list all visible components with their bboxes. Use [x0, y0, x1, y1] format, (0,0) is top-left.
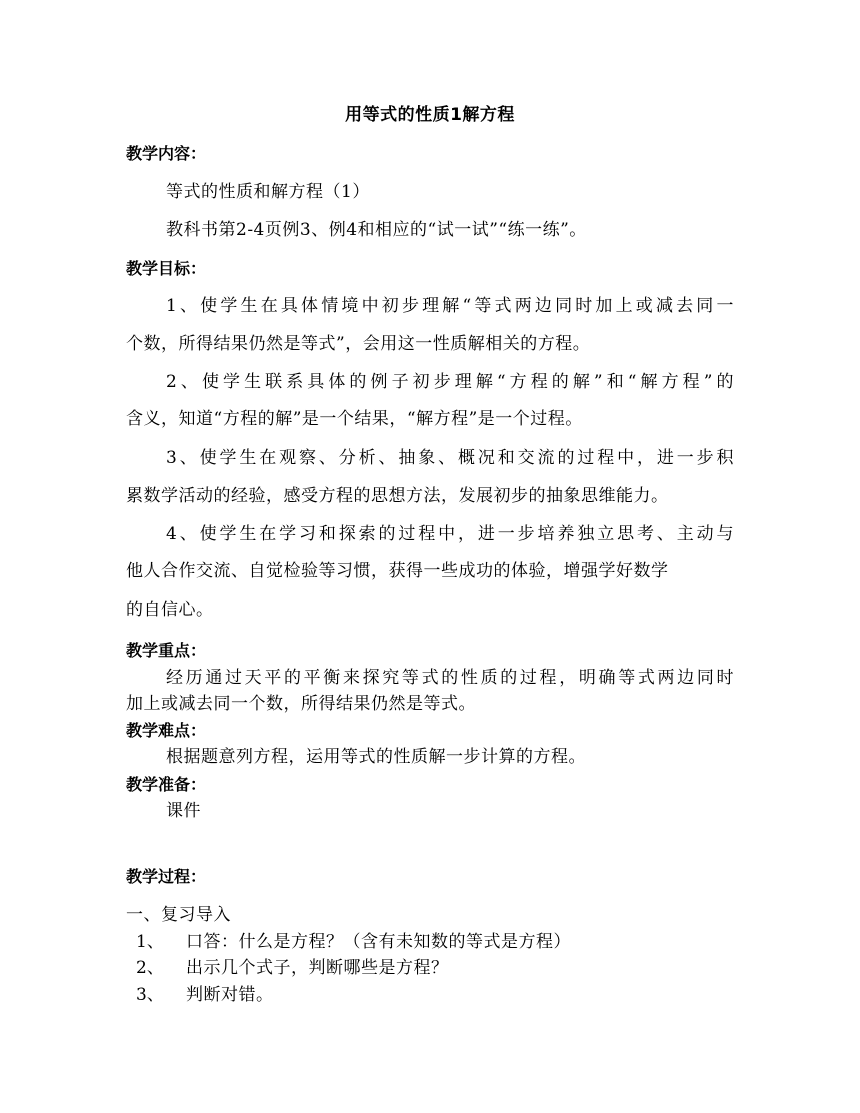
process-subheading: 一、复习导入 [126, 905, 231, 925]
section-heading-difficulties: 教学难点： [126, 721, 207, 740]
content-line: 教科书第2-4页例3、例4和相应的“试一试”“练一练”。 [166, 220, 587, 240]
section-heading-goals: 教学目标： [126, 259, 207, 278]
preparation-line: 课件 [166, 801, 201, 821]
goal-item-line: 个数，所得结果仍然是等式”，会用这一性质解相关的方程。 [126, 334, 591, 354]
section-heading-preparation: 教学准备： [126, 775, 207, 794]
content-line: 等式的性质和解方程（1） [166, 182, 370, 202]
key-points-line: 加上或减去同一个数，所得结果仍然是等式。 [126, 694, 476, 714]
process-step-text: 出示几个式子，判断哪些是方程？ [186, 958, 449, 978]
section-heading-content: 教学内容： [126, 144, 207, 163]
difficulties-line: 根据题意列方程，运用等式的性质解一步计算的方程。 [166, 747, 586, 767]
process-step-number: 2、 [136, 958, 164, 978]
process-step-number: 1、 [136, 932, 164, 952]
document-title: 用等式的性质1解方程 [345, 105, 515, 125]
key-points-line: 经历通过天平的平衡来探究等式的性质的过程，明确等式两边同时 [166, 668, 734, 688]
goal-item-line: 1、使学生在具体情境中初步理解“等式两边同时加上或减去同一 [166, 296, 734, 316]
process-step-text: 判断对错。 [186, 985, 274, 1005]
section-heading-process: 教学过程： [126, 867, 207, 886]
goal-item-line: 4、使学生在学习和探索的过程中，进一步培养独立思考、主动与 [166, 524, 734, 544]
goal-item-line: 3、使学生在观察、分析、抽象、概况和交流的过程中，进一步积 [166, 448, 734, 468]
section-heading-key-points: 教学重点： [126, 641, 207, 660]
process-step-number: 3、 [136, 985, 164, 1005]
goal-item-line: 累数学活动的经验，感受方程的思想方法，发展初步的抽象思维能力。 [126, 486, 669, 506]
goal-item-line: 含义，知道“方程的解”是一个结果，“解方程”是一个过程。 [126, 409, 583, 429]
goal-item-line: 的自信心。 [126, 600, 214, 620]
goal-item-line: 2、使学生联系具体的例子初步理解“方程的解”和“解方程”的 [166, 372, 734, 392]
goal-item-line: 他人合作交流、自觉检验等习惯，获得一些成功的体验，增强学好数学 [126, 561, 669, 581]
process-step-text: 口答：什么是方程？（含有未知数的等式是方程） [186, 932, 571, 952]
